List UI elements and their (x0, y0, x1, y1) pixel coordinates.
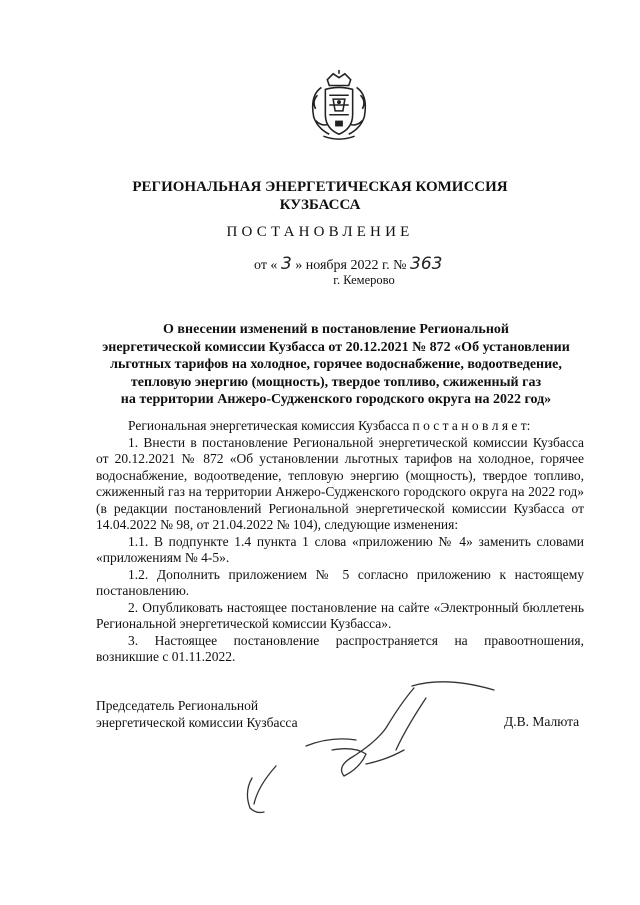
paragraph-3: 3. Настоящее постановление распространяется на правоотношения, возникшие с 01.11.2022. (96, 632, 584, 664)
date-day: 3 (280, 254, 292, 274)
intro-paragraph: Региональная энергетическая комиссия Кузбасса п о с т а н о в л я е т: (128, 418, 531, 433)
date-prefix: от « (254, 258, 278, 273)
date-mid: » ноября 2022 г. № (295, 258, 407, 273)
coat-of-arms-icon (300, 66, 378, 144)
signatory-name: Д.В. Малюта (504, 714, 580, 729)
paragraph-1-1: 1.1. В подпункте 1.4 пункта 1 слова «приложению № 4» заменить словами «приложениям № 4-5». (96, 533, 584, 565)
org-line-1: РЕГИОНАЛЬНАЯ ЭНЕРГЕТИЧЕСКАЯ КОМИССИЯ (132, 179, 508, 195)
document-subject (16, 321, 640, 409)
document-body (96, 418, 584, 666)
signatory-title-line-1: Председатель Региональной (96, 698, 259, 713)
date-line (254, 254, 442, 274)
document-number: 363 (410, 254, 443, 274)
subject-line: тепловую энергию (мощность), твердое топливо, сжиженный газ (130, 374, 542, 390)
paragraph-2: 2. Опубликовать настоящее постановление на сайте «Электронный бюллетень Региональной энергетической комиссии Кузбасса». (96, 599, 584, 631)
subject-line: льготных тарифов на холодное, горячее водоснабжение, водоотведение, (110, 357, 562, 372)
paragraph-1: 1. Внести в постановление Региональной энергетической комиссии Кузбасса от 20.12.2021 № 872 «Об установлении льготных тарифов на холодное, горячее водоснабжение, водоотведение, тепловую энергию (мощность), твердое топливо, сжиженный газ на территории Анжеро-Судженского городского округа на 2022 год» (в редакции постановлений Региональной энергетической комиссии Кузбасса от 14.04.2022 № 98, от 21.04.2022 № 104), следующие изменения: (96, 434, 584, 532)
subject-line: энергетической комиссии Кузбасса от 20.12.2021 № 872 «Об установлении (102, 339, 570, 355)
document-type: ПОСТАНОВЛЕНИЕ (226, 224, 414, 240)
org-line-2: КУЗБАССА (279, 197, 361, 213)
paragraph-1-2: 1.2. Дополнить приложением № 5 согласно приложению к настоящему постановлению. (96, 566, 584, 598)
organization-name (0, 178, 640, 214)
handwritten-signature (236, 668, 516, 818)
city: г. Кемерово (333, 273, 395, 287)
signatory-title-line-2: энергетической комиссии Кузбасса (96, 715, 298, 730)
subject-line: на территории Анжеро-Судженского городского округа на 2022 год» (120, 392, 552, 407)
subject-line: О внесении изменений в постановление Региональной (163, 322, 509, 337)
